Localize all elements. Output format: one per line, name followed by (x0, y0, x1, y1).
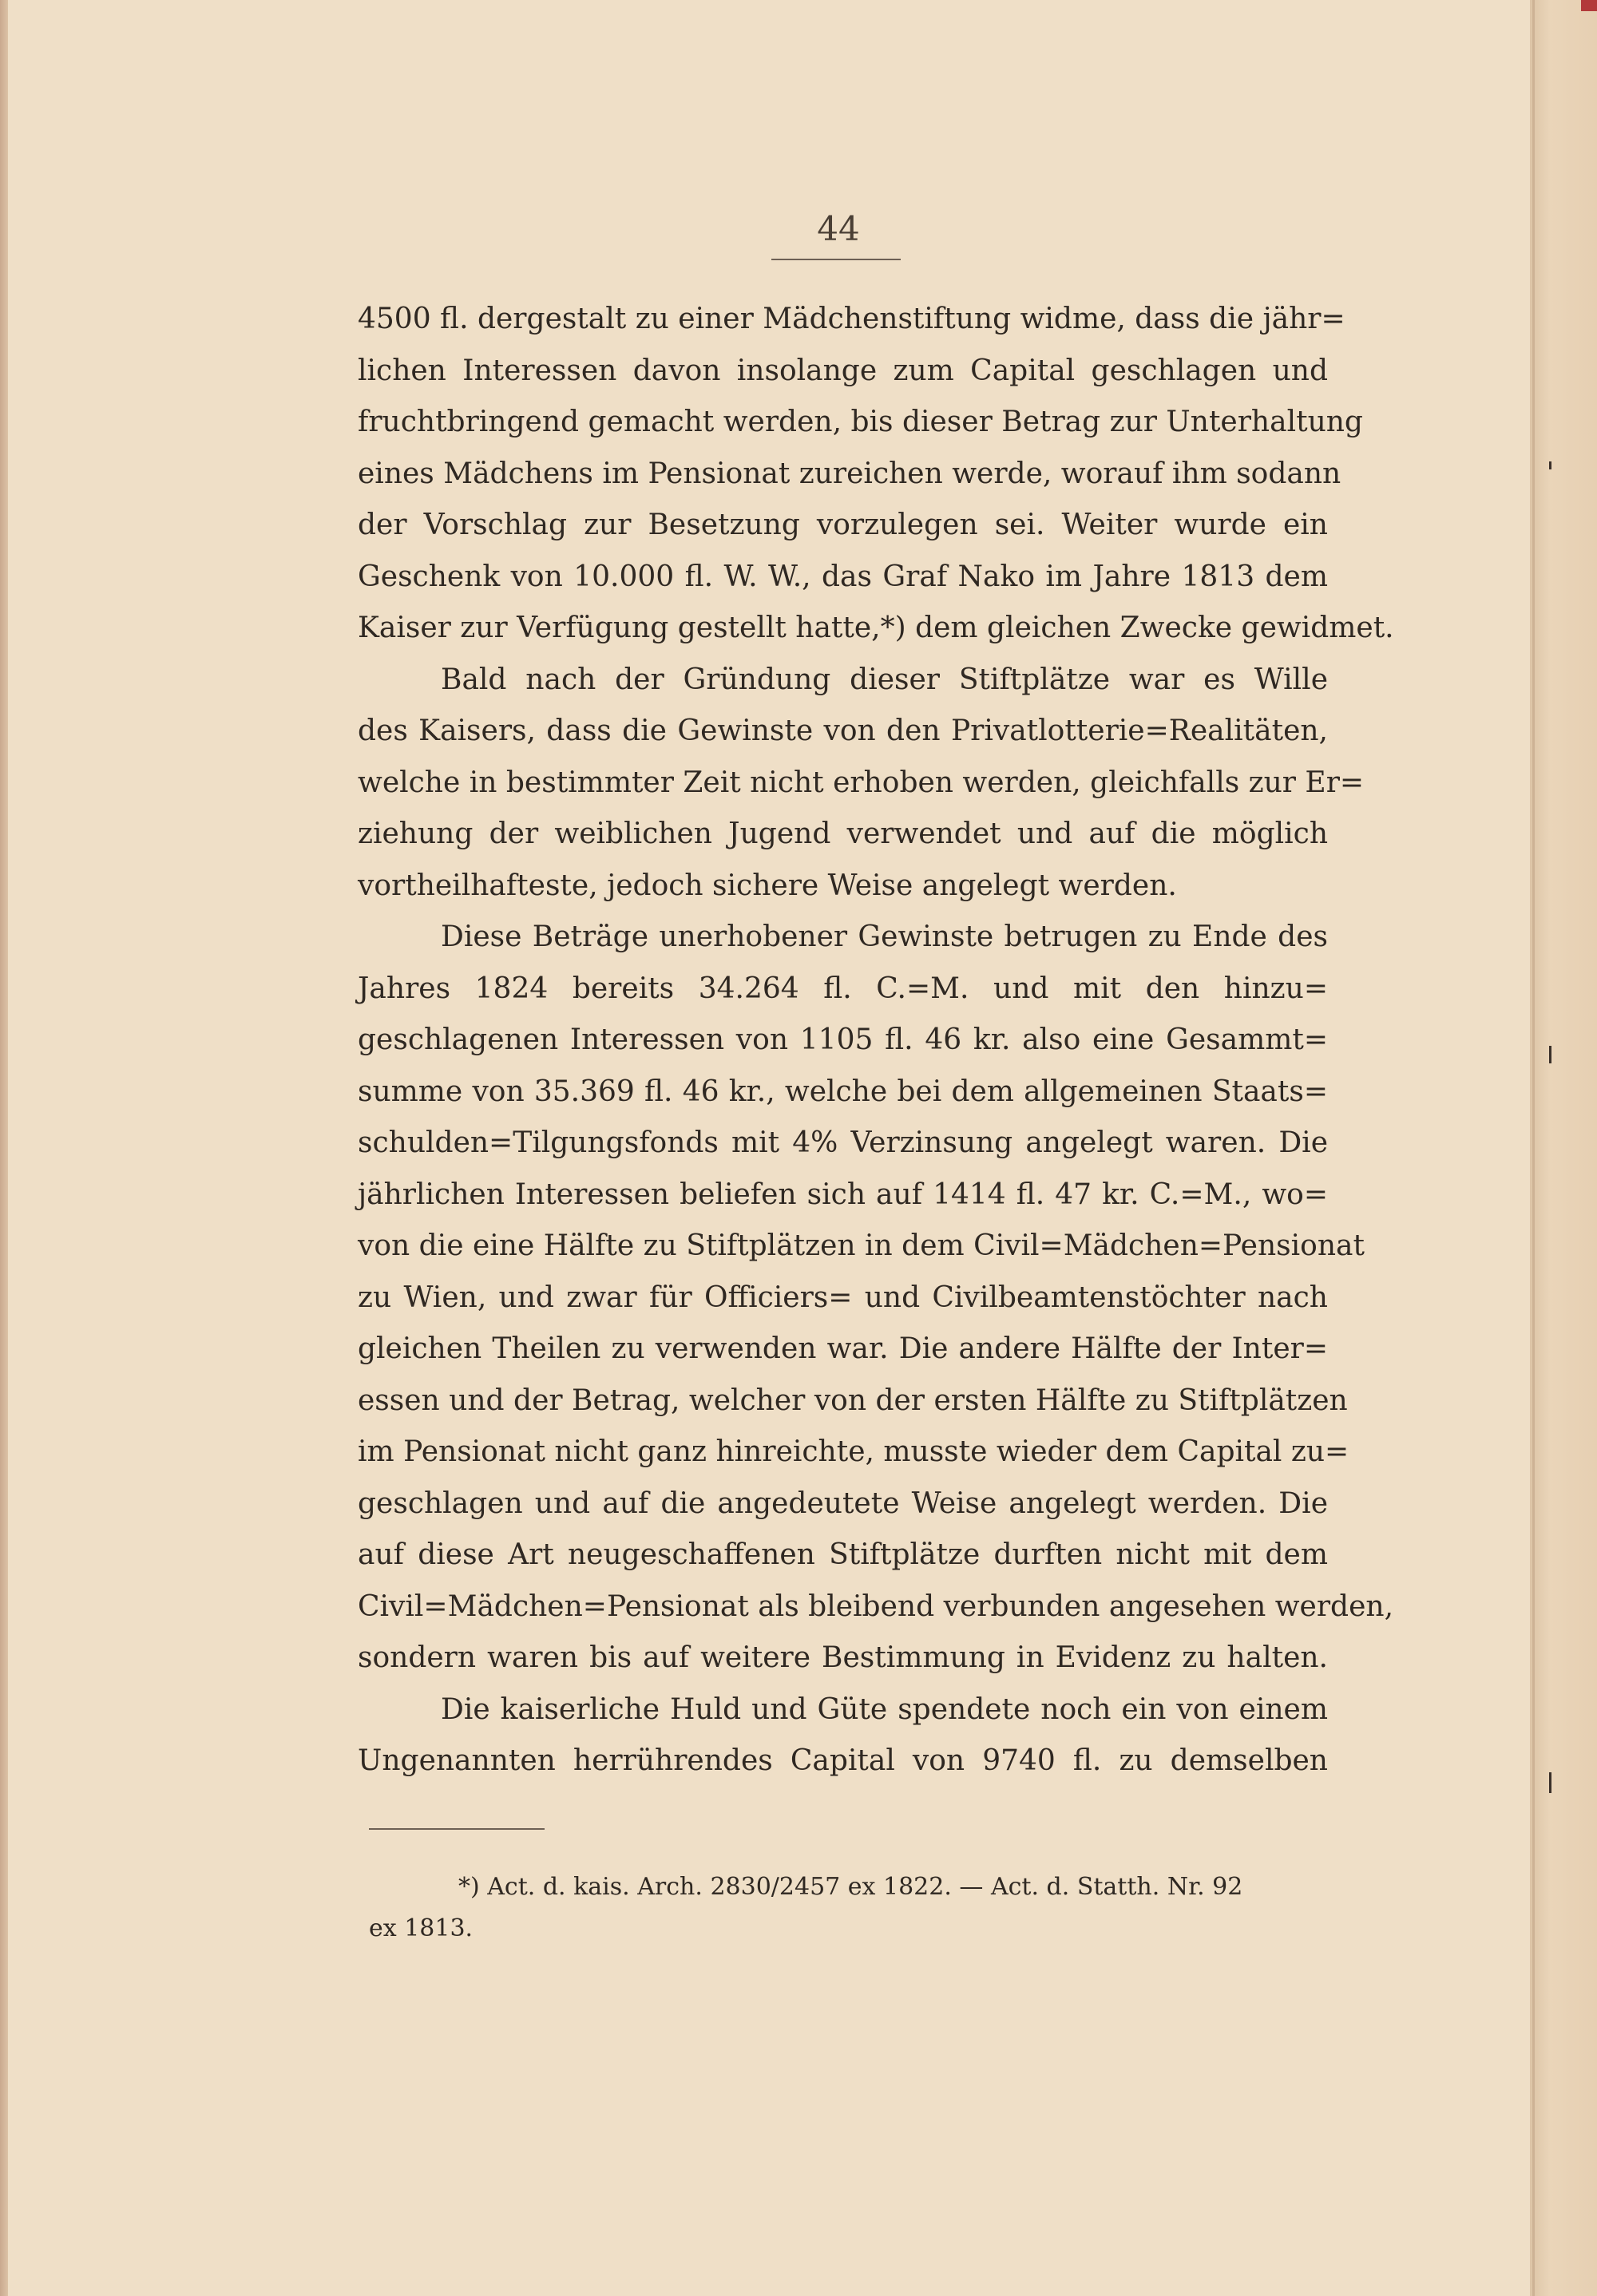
margin-mark (1549, 1772, 1551, 1793)
page-number-underline (771, 259, 901, 260)
text-line: Bald nach der Gründung dieser Stiftplätze war es Wille (441, 663, 1328, 696)
text-line: gleichen Theilen zu verwenden war. Die andere Hälfte der Inter= (358, 1332, 1328, 1365)
text-line: des Kaisers, dass die Gewinste von den Privatlotterie=Realitäten, (358, 715, 1328, 747)
text-line: 4500 fl. dergestalt zu einer Mädchenstiftung widme, dass die jähr= (358, 303, 1345, 335)
page-number: 44 (817, 209, 860, 248)
text-line: von die eine Hälfte zu Stiftplätzen in dem Civil=Mädchen=Pensionat (358, 1229, 1365, 1262)
text-line: Diese Beträge unerhobener Gewinste betrugen zu Ende des (441, 920, 1328, 953)
text-line: zu Wien, und zwar für Officiers= und Civilbeamtenstöchter nach (358, 1281, 1328, 1314)
text-line: lichen Interessen davon insolange zum Capital geschlagen und (358, 354, 1328, 387)
text-line: auf diese Art neugeschaffenen Stiftplätze durften nicht mit dem (358, 1538, 1328, 1571)
margin-mark (1549, 461, 1551, 469)
footnote-line: ex 1813. (369, 1914, 474, 1942)
text-line: Jahres 1824 bereits 34.264 fl. C.=M. und mit den hinzu= (358, 972, 1328, 1005)
page-fold-line (1532, 0, 1535, 2296)
text-line: welche in bestimmter Zeit nicht erhoben werden, gleichfalls zur Er= (358, 766, 1365, 799)
margin-mark (1549, 1046, 1551, 1063)
text-line: Geschenk von 10.000 fl. W. W., das Graf Nako im Jahre 1813 dem (358, 560, 1328, 593)
text-line: Die kaiserliche Huld und Güte spendete noch ein von einem (441, 1692, 1328, 1726)
text-line: Civil=Mädchen=Pensionat als bleibend verbunden angesehen werden, (358, 1589, 1394, 1623)
text-line: sondern waren bis auf weitere Bestimmung in Evidenz zu halten. (358, 1641, 1328, 1674)
text-line: vortheilhafteste, jedoch sichere Weise angelegt werden. (358, 869, 1177, 902)
text-line: der Vorschlag zur Besetzung vorzulegen sei. Weiter wurde ein (358, 509, 1328, 541)
text-line: Ungenannten herrührendes Capital von 9740 fl. zu demselben (358, 1744, 1328, 1777)
text-line: essen und der Betrag, welcher von der ersten Hälfte zu Stiftplätzen (358, 1384, 1348, 1417)
footnote-line: *) Act. d. kais. Arch. 2830/2457 ex 1822. — Act. d. Statth. Nr. 92 (458, 1873, 1243, 1901)
text-line: fruchtbringend gemacht werden, bis dieser Betrag zur Unterhaltung (358, 406, 1363, 438)
book-binding-edge (0, 0, 8, 2296)
text-line: im Pensionat nicht ganz hinreichte, musste wieder dem Capital zu= (358, 1435, 1349, 1468)
text-line: Kaiser zur Verfügung gestellt hatte,*) dem gleichen Zwecke gewidmet. (358, 612, 1394, 644)
text-line: geschlagen und auf die angedeutete Weise angelegt werden. Die (358, 1486, 1328, 1520)
body-text (358, 294, 1394, 1787)
footnote (369, 1866, 1329, 1950)
footnote-separator (369, 1828, 545, 1830)
text-line: ziehung der weiblichen Jugend verwendet und auf die möglich (358, 817, 1328, 850)
text-line: schulden=Tilgungsfonds mit 4% Verzinsung angelegt waren. Die (358, 1126, 1328, 1159)
text-line: eines Mädchens im Pensionat zureichen werde, worauf ihm sodann (358, 457, 1341, 490)
page-right-margin-edge (1530, 0, 1597, 2296)
text-line: summe von 35.369 fl. 46 kr., welche bei dem allgemeinen Staats= (358, 1075, 1328, 1108)
text-line: geschlagenen Interessen von 1105 fl. 46 kr. also eine Gesammt= (358, 1023, 1328, 1056)
text-line: jährlichen Interessen beliefen sich auf 1414 fl. 47 kr. C.=M., wo= (358, 1178, 1328, 1211)
red-page-marker (1581, 0, 1597, 11)
